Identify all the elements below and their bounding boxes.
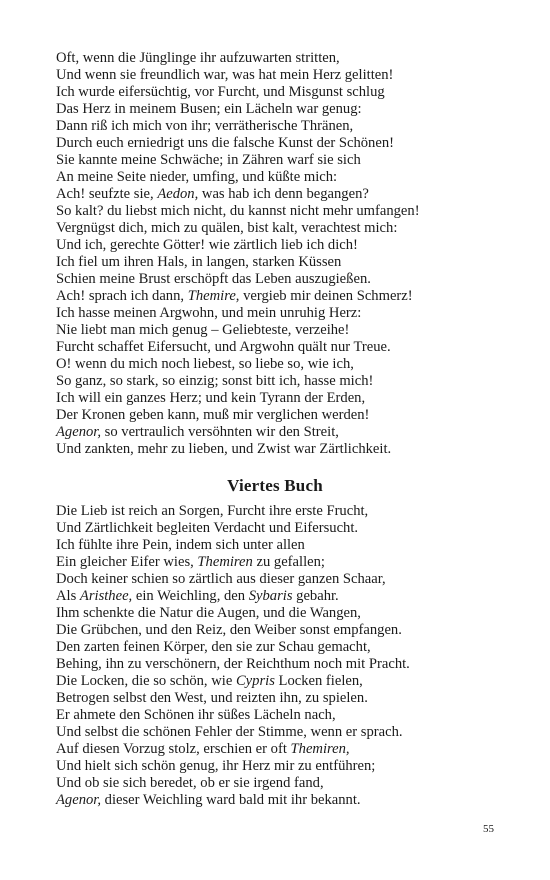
verse-text: Ich fühlte ihre Pein, indem sich unter allen xyxy=(56,537,305,553)
verse-line xyxy=(56,322,496,339)
verse-line xyxy=(56,237,496,254)
verse-line xyxy=(56,305,496,322)
verse-text: Das Herz in meinem Busen; ein Lächeln war genug: xyxy=(56,101,362,117)
verse-text: Durch euch erniedrigt uns die falsche Kunst der Schönen! xyxy=(56,135,394,151)
verse-text: gebahr. xyxy=(292,588,339,604)
verse-text: Behing, ihn zu verschönern, der Reichthum noch mit Pracht. xyxy=(56,656,410,672)
verse-line xyxy=(56,639,496,656)
verse-text: so vertraulich versöhnten wir den Streit, xyxy=(101,424,339,440)
verse-line xyxy=(56,271,496,288)
verse-text: Die Locken, die so schön, wie xyxy=(56,673,236,689)
verse-text: Ich hasse meinen Argwohn, und mein unruhig Herz: xyxy=(56,305,362,321)
poem-stanza-part4 xyxy=(56,503,496,809)
verse-line xyxy=(56,152,496,169)
verse-text: Und wenn sie freundlich war, was hat mein Herz gelitten! xyxy=(56,67,394,83)
verse-text: Und ob sie sich beredet, ob er sie irgend fand, xyxy=(56,775,324,791)
verse-name-italic: Themire, xyxy=(187,288,240,304)
verse-line xyxy=(56,724,496,741)
verse-text: Ein gleicher Eifer wies, xyxy=(56,554,198,570)
verse-text: Vergnügst dich, mich zu quälen, bist kalt, verachtest mich: xyxy=(56,220,398,236)
verse-line xyxy=(56,622,496,639)
verse-line xyxy=(56,220,496,237)
verse-text: Die Lieb ist reich an Sorgen, Furcht ihre erste Frucht, xyxy=(56,503,369,519)
verse-line xyxy=(56,84,496,101)
verse-text: Furcht schaffet Eifersucht, und Argwohn quält nur Treue. xyxy=(56,339,391,355)
verse-line xyxy=(56,288,496,305)
verse-text: Und zankten, mehr zu lieben, und Zwist war Zärtlichkeit. xyxy=(56,441,392,457)
verse-text: So kalt? du liebst mich nicht, du kannst nicht mehr umfangen! xyxy=(56,203,420,219)
verse-text: O! wenn du mich noch liebest, so liebe so, wie ich, xyxy=(56,356,354,372)
verse-text: Dann riß ich mich von ihr; verrätherische Thränen, xyxy=(56,118,354,134)
verse-line xyxy=(56,554,496,571)
verse-text: Auf diesen Vorzug stolz, erschien er oft xyxy=(56,741,291,757)
verse-line xyxy=(56,775,496,792)
verse-line xyxy=(56,101,496,118)
verse-line xyxy=(56,588,496,605)
verse-line xyxy=(56,424,496,441)
verse-line xyxy=(56,135,496,152)
verse-text: Ihm schenkte die Natur die Augen, und die Wangen, xyxy=(56,605,361,621)
verse-line xyxy=(56,690,496,707)
verse-line xyxy=(56,656,496,673)
verse-line xyxy=(56,407,496,424)
verse-name-italic: Sybaris xyxy=(248,588,293,604)
verse-text: Und hielt sich schön genug, ihr Herz mir zu entführen; xyxy=(56,758,376,774)
verse-text: Der Kronen geben kann, muß mir verglichen werden! xyxy=(56,407,370,423)
verse-name-italic: Aedon, xyxy=(157,186,199,202)
verse-text: dieser Weichling ward bald mit ihr bekannt. xyxy=(101,792,361,808)
verse-text: Nie liebt man mich genug – Geliebteste, verzeihe! xyxy=(56,322,350,338)
verse-text: Ach! seufzte sie, xyxy=(56,186,158,202)
verse-text: Schien meine Brust erschöpft das Leben auszugießen. xyxy=(56,271,371,287)
verse-text: Ich wurde eifersüchtig, vor Furcht, und Misgunst schlug xyxy=(56,84,385,100)
verse-name-italic: Aristhee, xyxy=(79,588,133,604)
verse-text: vergieb mir deinen Schmerz! xyxy=(239,288,413,304)
verse-text: Betrogen selbst den West, und reizten ihn, zu spielen. xyxy=(56,690,368,706)
verse-text: So ganz, so stark, so einzig; sonst bitt ich, hasse mich! xyxy=(56,373,374,389)
verse-text: Oft, wenn die Jünglinge ihr aufzuwarten stritten, xyxy=(56,50,340,66)
verse-text: Sie kannte meine Schwäche; in Zähren warf sie sich xyxy=(56,152,361,168)
verse-text: Locken fielen, xyxy=(274,673,363,689)
verse-line xyxy=(56,373,496,390)
verse-line xyxy=(56,571,496,588)
verse-text: Als xyxy=(56,588,80,604)
verse-line xyxy=(56,169,496,186)
verse-text: Und ich, gerechte Götter! wie zärtlich lieb ich dich! xyxy=(56,237,358,253)
verse-line xyxy=(56,520,496,537)
verse-line xyxy=(56,356,496,373)
verse-text: Die Grübchen, und den Reiz, den Weiber sonst empfangen. xyxy=(56,622,402,638)
verse-name-italic: Cypris xyxy=(235,673,275,689)
verse-line xyxy=(56,186,496,203)
verse-line xyxy=(56,50,496,67)
verse-line xyxy=(56,254,496,271)
verse-text: zu gefallen; xyxy=(252,554,325,570)
verse-line xyxy=(56,118,496,135)
page-number: 55 xyxy=(483,823,494,835)
verse-line xyxy=(56,741,496,758)
verse-text: Ich will ein ganzes Herz; und kein Tyrann der Erden, xyxy=(56,390,366,406)
verse-text: Ich fiel um ihren Hals, in langen, starken Küssen xyxy=(56,254,342,270)
verse-text: Und selbst die schönen Fehler der Stimme, wenn er sprach. xyxy=(56,724,403,740)
verse-line xyxy=(56,792,496,809)
poem-stanza-part3 xyxy=(56,50,496,458)
verse-text: Ach! sprach ich dann, xyxy=(56,288,188,304)
verse-line xyxy=(56,67,496,84)
verse-line xyxy=(56,203,496,220)
verse-text: Und Zärtlichkeit begleiten Verdacht und Eifersucht. xyxy=(56,520,359,536)
verse-text: ein Weichling, den xyxy=(132,588,249,604)
verse-name-italic: Agenor, xyxy=(56,792,101,808)
verse-text: was hab ich denn begangen? xyxy=(198,186,369,202)
verse-name-italic: Agenor, xyxy=(56,424,101,440)
verse-text: An meine Seite nieder, umfing, und küßte mich: xyxy=(56,169,338,185)
verse-line xyxy=(56,605,496,622)
verse-line xyxy=(56,339,496,356)
verse-line xyxy=(56,673,496,690)
chapter-heading: Viertes Buch xyxy=(227,476,323,495)
verse-line xyxy=(56,503,496,520)
verse-text: Er ahmete den Schönen ihr süßes Lächeln nach, xyxy=(56,707,336,723)
verse-line xyxy=(56,537,496,554)
verse-text: Den zarten feinen Körper, den sie zur Schau gemacht, xyxy=(56,639,371,655)
verse-line xyxy=(56,441,496,458)
verse-line xyxy=(56,707,496,724)
verse-line xyxy=(56,390,496,407)
verse-line xyxy=(56,758,496,775)
verse-name-italic: Themiren xyxy=(197,554,253,570)
verse-text: Doch keiner schien so zärtlich aus dieser ganzen Schaar, xyxy=(56,571,386,587)
verse-name-italic: Themiren, xyxy=(290,741,350,757)
